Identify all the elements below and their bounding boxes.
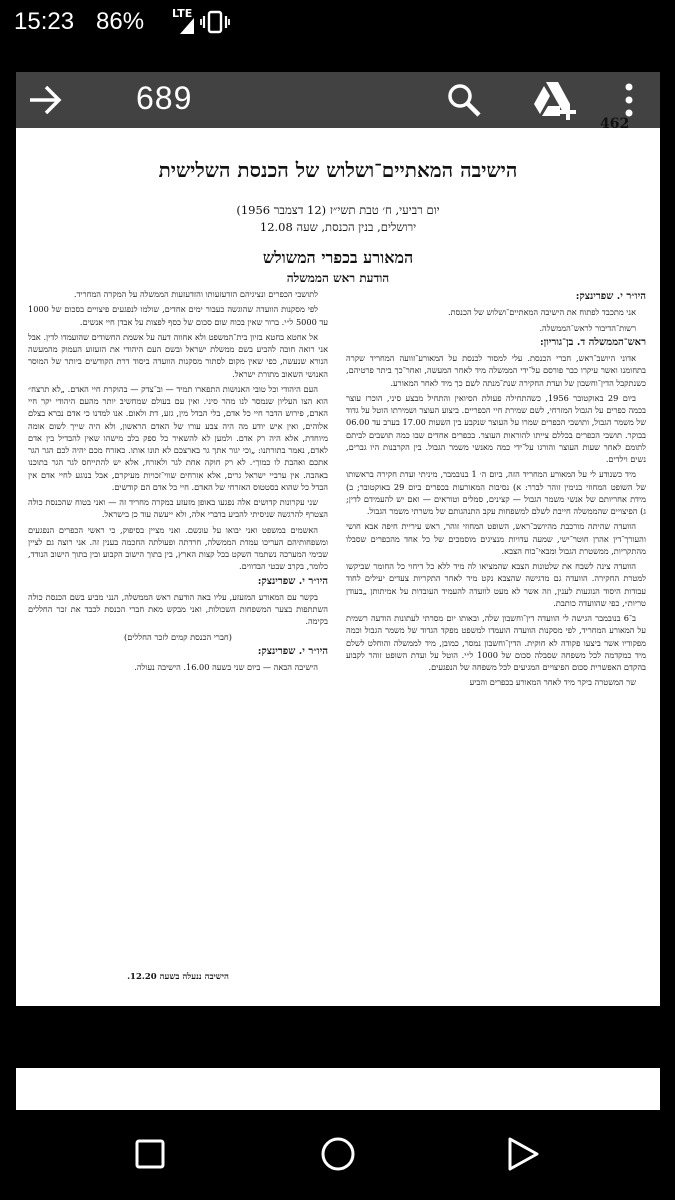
triangle-back-icon[interactable] xyxy=(506,1136,540,1172)
paragraph: מיד כשנודע לי על המאורע המחריד הזה, ביום ה׳ 1 בנובמבר, מיניתי ועדת חקירה בראשותו של השופט המחוזי בנימין זוהר לברר: א) נסיבות המאורעות בכפרים ביום 29 באוקטובר; ב) מידת אחריותם של אנשי משמר הגבול — קצינים, סמלים וטוראים — ואם יש להעמידם לדין; ג) הפיצויים שהממשלה חייבת לשלם למשפחות עקב התנהגותם של משרתי משמר הגבול. xyxy=(346,469,646,516)
signal-icon xyxy=(178,14,196,36)
status-time: 15:23 xyxy=(14,8,75,35)
section-title: המאורע בכפרי המשולש xyxy=(262,248,414,267)
page-counter: 689 xyxy=(136,80,193,116)
speaker-name: ראש־הממשלה ד. בן־גוריון: xyxy=(539,336,646,348)
system-nav-bar xyxy=(0,1118,675,1200)
paragraph: הוועדה צינה לשבח את שלטונות הצבא שהמציאו לה מיד ללא כל דיחוי כל החומר שביקשו למטרת החקירה. הוועדה גם מדגישה שהצבא נקט מיד לאחר התקריות צעדים יעילים לחוד עבודות היסוד הנוגעות לענין, וזה אשר לא מעט לוועדה להעמיד העובדות על אמיתותן „בעודן טריות״, כפי שהוועדה כותבת. xyxy=(346,561,646,608)
paragraph: בקשר עם המאורע המזעזע, עליו באה הודעת ראש הממשלה, הנני מביע בשם הכנסת כולה השתתפות בצער המשפחות השכולות, ואני מבקש מאת חברי הכנסת לכבד את זכר החללים בקימה. xyxy=(28,591,328,627)
paragraph: הישיבה הבאה — ביום שני בשעה 16.00. הישיבה נעולה. xyxy=(134,662,318,672)
text-column-right xyxy=(346,288,646,994)
bottom-white-strip xyxy=(16,1068,660,1110)
home-circle-icon[interactable] xyxy=(320,1136,356,1172)
speaker-name: היו״ר י. שפרינצק: xyxy=(575,291,646,302)
text-column-left xyxy=(28,288,328,994)
speaker-name: היו״ר י. שפרינצק: xyxy=(257,575,328,587)
vibrate-icon xyxy=(200,10,230,34)
printed-page-number: 462 xyxy=(600,116,630,132)
paragraph: אל אחטא בחטא בזיון בית־המשפט ולא אחווה דעה על אשמת החשודים שהועמדו לדין. אבל אני רואה חובה להביע בשם ממשלת ישראל ובשם העם היהודי את הזעזוע העמוק מהמעשה הנורא שנעשה, כפי שאין מקום לסתור מסקנות הוועדה ביסוד דרת הקודשים ביותר של המוסר האנושי השאוב מתורת ישראל. xyxy=(28,331,328,379)
paragraph: לתושבי הכפרים ונציגיהם הזדעזעותו והזדעזעות הממשלה על המקרה המחריד. xyxy=(73,289,318,299)
paragraph: לפי מסקנות הוועדה שהוגשה כעבור ימים אחדים, שולמו לנפגעים פיצויים בסכום של 1000 עד 5000 ל״י. ברור שאין בכוח שום סכום של כסף לפצות על אבדן חיי אנשים. xyxy=(28,304,328,327)
paragraph: שר המשטרה ביקר מיד לאחר המאורע בכפרים והביע xyxy=(469,677,636,688)
session-title: הישיבה המאתיים־ושלוש של הכנסת השלישית xyxy=(158,158,518,182)
lte-label: LTE xyxy=(172,7,193,20)
viewer-toolbar xyxy=(16,72,660,128)
more-options-icon[interactable] xyxy=(622,82,636,118)
status-bar xyxy=(0,0,675,48)
session-date: יום רביעי, ח׳ טבת תשי״ז (12 דצמבר 1956) xyxy=(236,203,440,217)
section-subtitle: הודעת ראש הממשלה xyxy=(286,271,390,285)
paragraph: אדוני היושב־ראש, חברי הכנסת. עלי למסור לכנסת על המאורע־זוועה המחריד שקרה בתחומנו ואשר עיקרו כבר פורסם על־ידי הממשלה מיד לאחר המעשה, ואחר־כך ביתר פרטיהם, כשנתקבל הדין־וחשבון של ועדת החקירה שנת־מנתה לשם כך מיד לאחר המאורע. xyxy=(346,353,646,388)
square-overview-icon[interactable] xyxy=(134,1138,166,1170)
status-battery: 86% xyxy=(96,8,145,35)
paragraph: האשמים במשפט ואני יבואו על עונשם. ואני מציין בסיפוק, כי ראשי הכפרים הנפגעים ומשפחותיהם העריכו עמדת הממשלה, חרדתה ופעולתה החכמה בענין זה. אני רוצה גם לציין שבימי המערכה נשתמר השקט בכל קצות הארץ, בין בתוך הישוב הקבוע ובין בתוך הישוב הנודד, כלומר, בקרב שבטי הבדווים. xyxy=(28,524,328,572)
session-place: ירושלים, בנין הכנסת, שעה 12.08 xyxy=(259,220,417,234)
speaker-name: היו״ר י. שפרינצק: xyxy=(257,645,328,657)
paragraph: העם היהודי וכל טובי האנושות התפארו תמיד — וב־צדק — בהוקרת חיי האדם. „לא תרצח״ הוא הצו העליון שנמסר לנו מהר סיני. ואין עם בעולם שמחשיב יותר מהעם היהודי יקר חיי האדם, פירוש הדבר חיי כל אדם, בלי הבדל מין, גזע, דת ולאום. אנו למדנו כי אדם נברא בצלם אלוהים, ואין איש יודע מה היה צבע עורו של האדם הראשון, ולא היה שייך לשום אומה מיוחדת, אלא היה רק אדם. ולמען לא להשאיר כל ספק בלב מישהו שאין להבדיל בין אדם לאדם, נאמר בתורתנו: „וכי יגור אתך גר בארצכם לא תונו אותו. כאזרח מכם יהיה לכם הגר הגר אתכם ואהבת לו כמוך״. לא רק חוקה אחת לגר ולאזרח, אלא יש להתייחס לגר הגר בתוכנו באהבה. אין ערביי ישראל גרים, אלא אזרחים שווי־זכויות מעיקרם, אבל בנוגע לחיי אדם אין הבדל כל שהוא בסטטוס האזרחי של האדם. חיי כל אדם הם קודשים. xyxy=(28,383,328,492)
add-to-drive-icon[interactable] xyxy=(532,80,578,122)
document-page xyxy=(16,116,660,1006)
paragraph: אני מתכבד לפתוח את הישיבה המאתיים־ושלוש של הכנסת. xyxy=(448,307,636,318)
session-meta xyxy=(16,202,660,236)
paragraph: רשות־הדיבור לראש־הממשלה. xyxy=(539,322,636,333)
search-icon[interactable] xyxy=(446,82,482,118)
paragraph: ב־6 בנובמבר הגישה לי הוועדה דין־וחשבון שלה, ובאותו יום מסרתי לעתונות הודעה רשמית על המאורע המחריד, לפי מסקנות הוועדה הועמדו למשפט מפקד הגדוד של משמר הגבול וכמה מפקודיו אשר ביצעו פקודה לא חוקית. הדין־וחשבון נמסר, כמובן, מיד לממשלה והוחלט לשלם מיד כמקדמה לכל משפחה שסבלה סכום של 1000 ל״י. הוטל על ועדת השופט זוהר לקבוע בהקדם האפשרית סכום הפיצויים המגיעים לכל משפחה של הנפגעים. xyxy=(346,613,646,672)
closing-line: הישיבה ננעלה בשעה 12.20. xyxy=(127,972,229,982)
paragraph: ביום 29 באוקטובר 1956, כשהתחילה פעולת הסיואין והתחיל מבצע סיני, הוכרז עוצר בכמה כפרים על הגבול המזרחי, לשם שמירת חיי הכפריים. ביצוע העוצר ושמירתו הוטל על גדוד של משמר הגבול, ותושבי הכפרים שמרו על העוצר שנקבע בין השעות 17.00 בערב עד 06.00 בבוקר. תושבי הכפרים בכללם צייתו להוראות העוצר. בכפרים אחדים שבו כמה תושבים לביתם לתומם לאחר שעות העוצר והורגו על־ידי כמה מאנשי משמר הגבול. בין הקרבנות היו גברים, נשים וילדים. xyxy=(346,392,646,464)
paragraph: (חברי הכנסת קמים לזכר החללים) xyxy=(124,631,232,642)
paragraph: הוועדה שהיתה מורכבת מהיושב־ראש, השופט המחוזי זוהר, ראש עיריית חיפה אבא חושי והעורך־דין אהרן חוטר־ישי, שמעה עדויות מנציגים מוסמכים של כל אחד מהכפרים שסבלו מהתקריות, ממשטרת הגבול ומבאי־כוח הצבא. xyxy=(346,521,646,556)
paragraph: שני עקרונות קדושים אלה נפגעו באופן מזעזע במקרה מחריד זה — ואני בטוח שהכנסת כולה הצטרף להרגשה שניסיתי להביע בדברי אלה, ולא ייעשה עוד כן בישראל. xyxy=(28,497,328,520)
arrow-forward-icon[interactable] xyxy=(28,84,62,116)
